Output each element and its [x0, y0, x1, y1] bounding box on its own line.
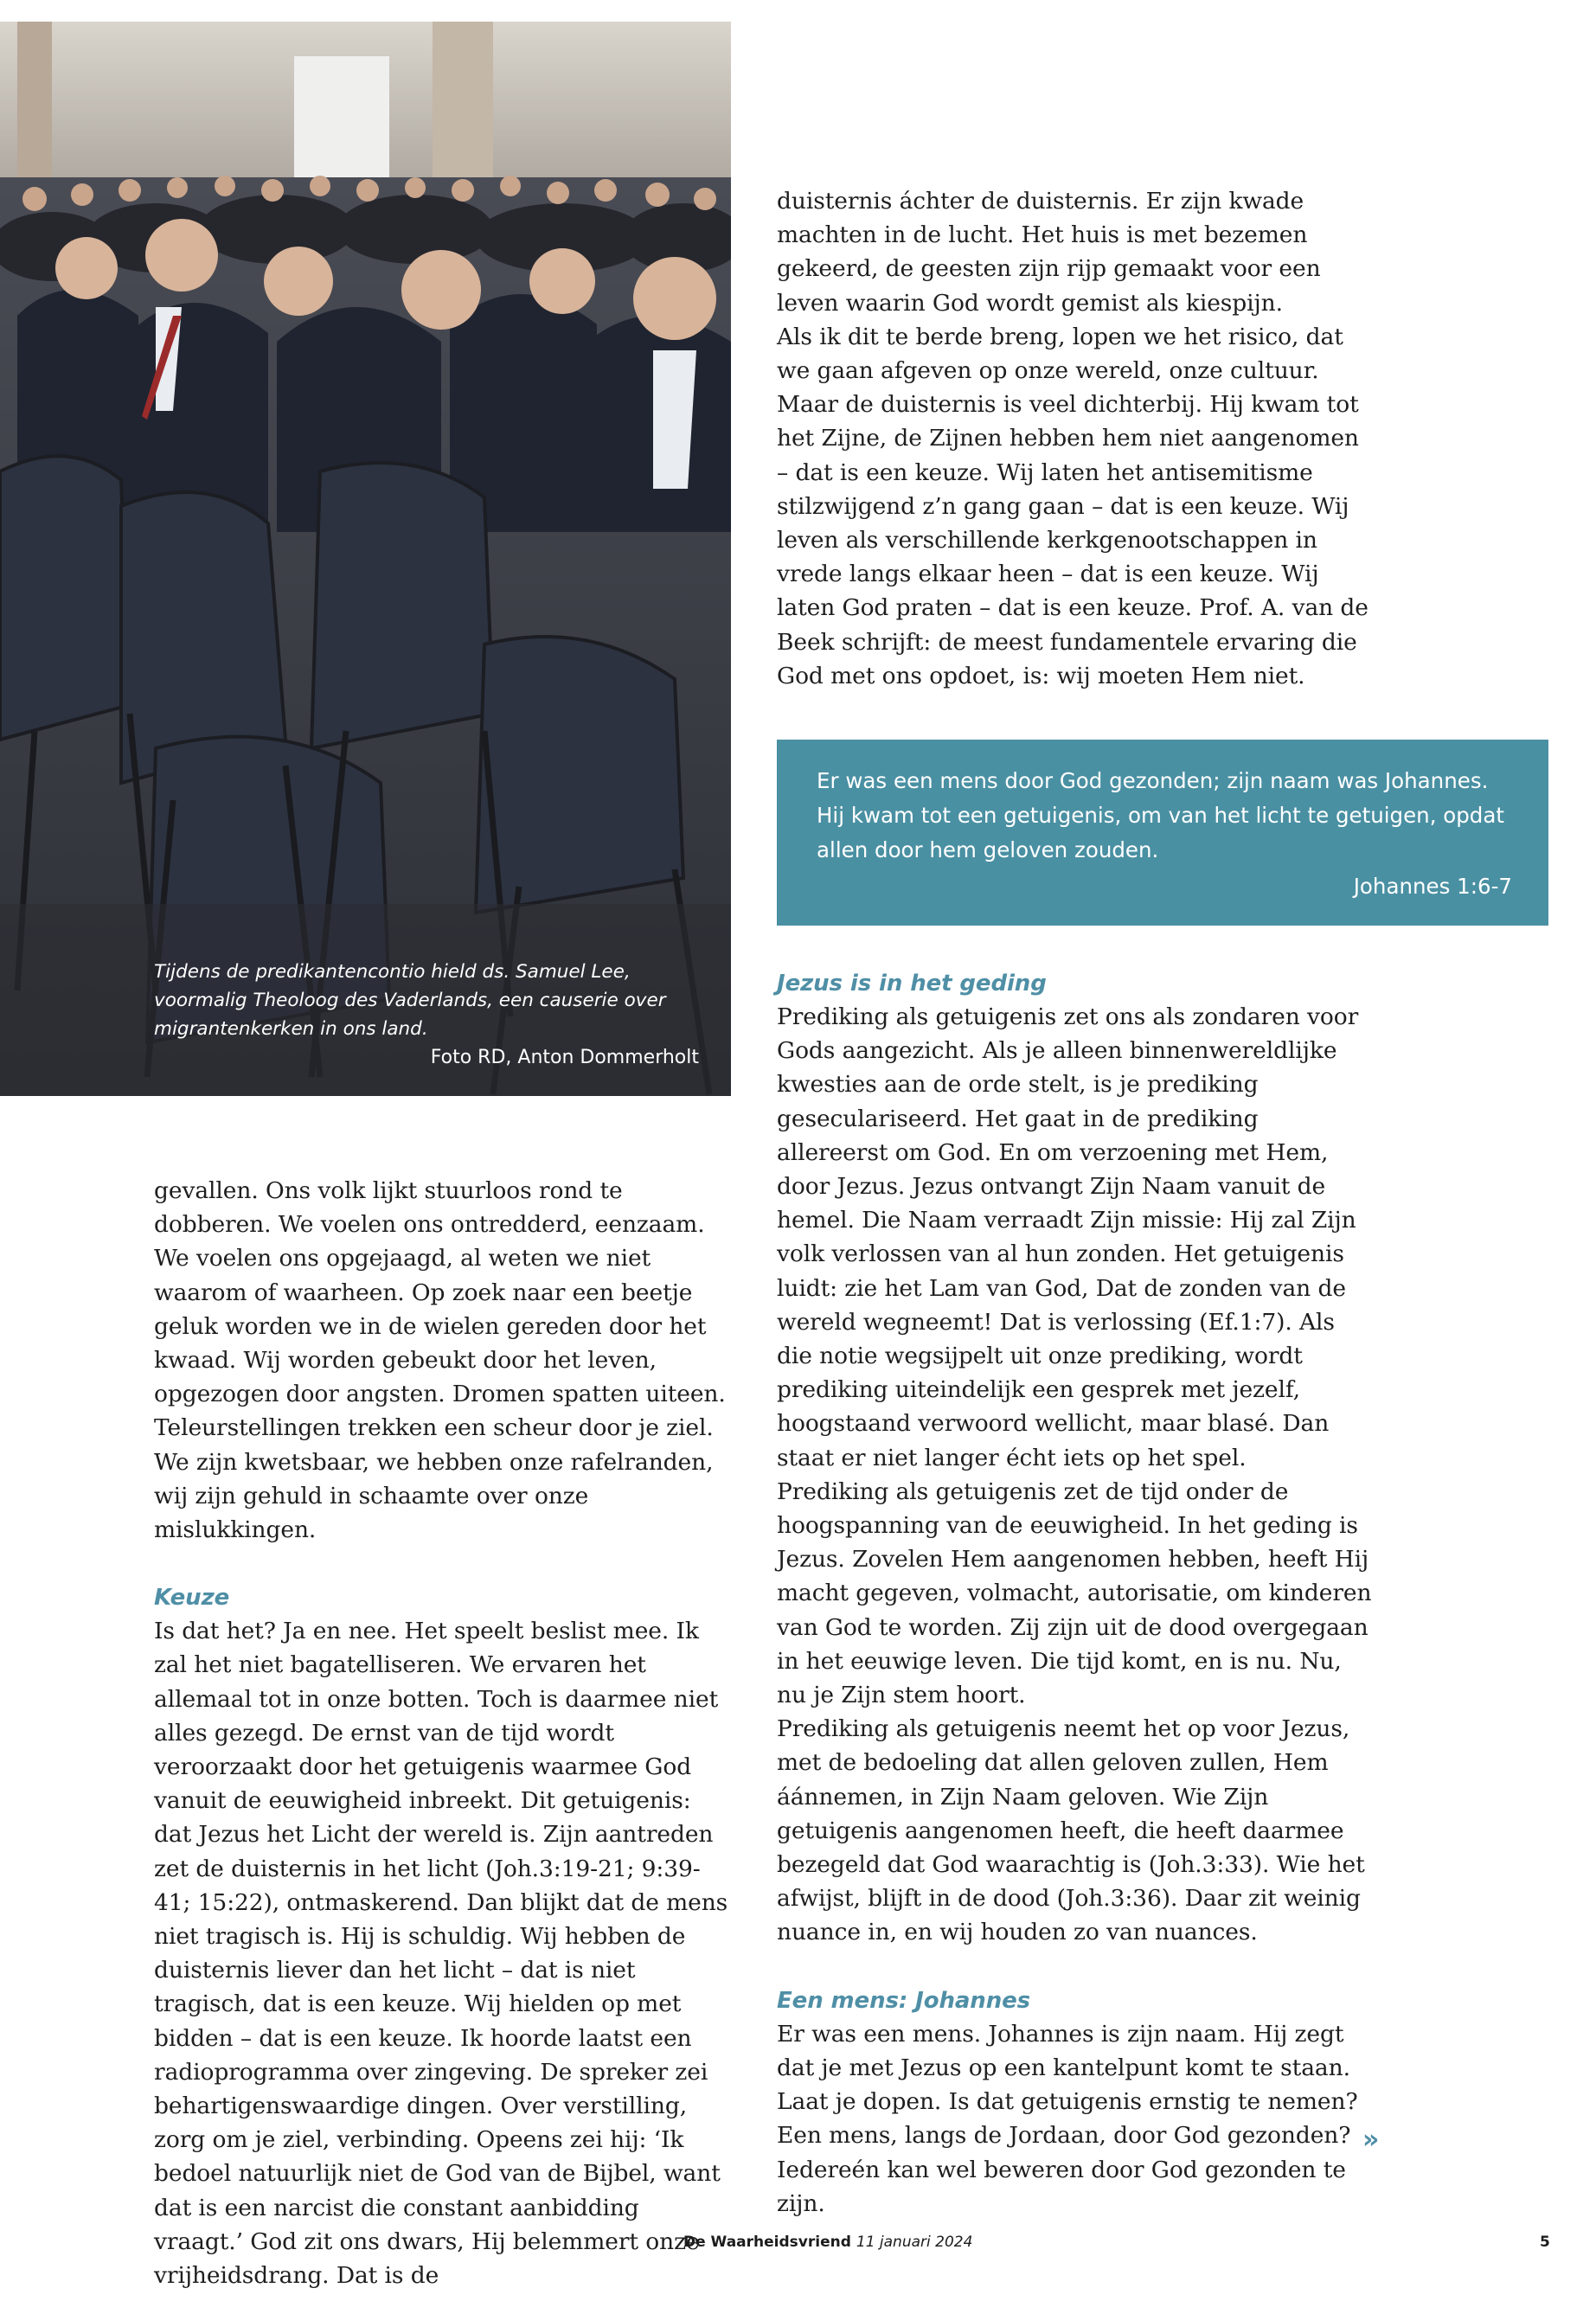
spacer: [777, 1950, 1374, 1984]
bible-quote-box: [777, 740, 1548, 926]
article-photo: [0, 22, 731, 1096]
paragraph: duisternis áchter de duisternis. Er zijn kwade machten in de lucht. Het huis is met bezemen gekeerd, de geesten zijn rijp gemaakt voor een leven waarin God wordt gemist als kiespijn.: [777, 188, 1321, 317]
photo-credit: Foto RD, Anton Dommerholt: [430, 1047, 699, 1068]
paragraph: Er was een mens. Johannes is zijn naam. Hij zegt dat je met Jezus op een kantelpunt komt te staan. Laat je dopen. Is dat getuigenis ernstig te nemen? Een mens, langs de Jordaan, door God gezonden? Iedereén kan wel beweren door God gezonden te zijn.: [777, 2020, 1358, 2217]
publication-name: [683, 2234, 972, 2251]
section-heading-keuze: Keuze: [154, 1585, 230, 1612]
paragraph: Prediking als getuigenis neemt het op voor Jezus, met de bedoeling dat allen geloven zullen, Hem áánnemen, in Zijn Naam geloven. Wie Zijn getuigenis aangenomen heeft, die heeft daarmee bezegeld dat God waarachtig is (Joh.3:33). Wie het afwijst, blijft in de dood (Joh.3:36). Daar zit weinig nuance in, en wij houden zo van nuances.: [777, 1715, 1365, 1946]
publication-title: De Waarheidsvriend: [683, 2234, 851, 2251]
right-column: [777, 967, 1374, 2221]
quote-reference: Johannes 1:6-7: [1353, 874, 1512, 899]
continue-marker: »: [1362, 2125, 1380, 2155]
issue-date: 11 januari 2024: [856, 2234, 973, 2251]
photo-caption: [154, 958, 699, 1072]
page-number: 5: [1540, 2234, 1550, 2251]
section-heading-johannes: Een mens: Johannes: [777, 1987, 1031, 2014]
left-column: [154, 1174, 734, 2292]
paragraph: gevallen. Ons volk lijkt stuurloos rond te dobberen. We voelen ons ontredderd, eenzaam. We voelen ons opgejaagd, al weten we niet waarom of waarheen. Op zoek naar een beetje geluk worden we in de wielen gereden door het kwaad. Wij worden gebeukt door het leven, opgezogen door angsten. Dromen spatten uiteen. Teleurstellingen trekken een scheur door je ziel. We zijn kwetsbaar, we hebben onze rafelranden, wij zijn gehuld in schaamte over onze mislukkingen.: [154, 1177, 726, 1544]
quote-text: Er was een mens door God gezonden; zijn naam was Johannes. Hij kwam tot een getuigenis, om van het licht te getuigen, opdat allen door hem geloven zouden.: [817, 768, 1504, 862]
audience-photo-illustration: [0, 22, 731, 1096]
right-column-top: [777, 184, 1374, 693]
paragraph: Is dat het? Ja en nee. Het speelt beslist mee. Ik zal het niet bagatelliseren. We ervaren het allemaal tot in onze botten. Toch is daarmee niet alles gezegd. De ernst van de tijd wordt veroorzaakt door het getuigenis waarmee God vanuit de eeuwigheid inbreekt. Dit getuigenis: dat Jezus het Licht der wereld is. Zijn aantreden zet de duisternis in het licht (Joh.3:19-21; 9:39-41; 15:22), ontmaskerend. Dan blijkt dat de mens niet tragisch is. Hij is schuldig. Wij hebben de duisternis liever dan het licht – dat is niet tragisch, dat is een keuze. Wij hielden op met bidden – dat is een keuze. Ik hoorde laatst een radioprogramma over zingeving. De spreker zei behartigenswaardige dingen. Over verstilling, zorg om je ziel, verbinding. Opeens zei hij: ‘Ik bedoel natuurlijk niet de God van de Bijbel, want dat is een narcist die constant aanbidding vraagt.’ God zit ons dwars, Hij belemmert onze vrijheidsdrang. Dat is de: [154, 1618, 728, 2290]
spacer: [154, 1547, 734, 1581]
caption-text: Tijdens de predikantencontio hield ds. Samuel Lee, voormalig Theoloog des Vaderlands, een causerie over migrantenkerken in ons land.: [154, 961, 666, 1040]
paragraph: Als ik dit te berde breng, lopen we het risico, dat we gaan afgeven op onze wereld, onze cultuur. Maar de duisternis is veel dichterbij. Hij kwam tot het Zijne, de Zijnen hebben hem niet aangenomen – dat is een keuze. Wij laten het antisemitisme stilzwijgend z’n gang gaan – dat is een keuze. Wij leven als verschillende kerkgenootschappen in vrede langs elkaar heen – dat is een keuze. Wij laten God praten – dat is een keuze. Prof. A. van de Beek schrijft: de meest fundamentele ervaring die God met ons opdoet, is: wij moeten Hem niet.: [777, 323, 1368, 689]
paragraph: Prediking als getuigenis zet de tijd onder de hoogspanning van de eeuwigheid. In het geding is Jezus. Zovelen Hem aangenomen hebben, heeft Hij macht gegeven, volmacht, autorisatie, om kinderen van God te worden. Zij zijn uit de dood overgegaan in het eeuwige leven. Die tijd komt, en is nu. Nu, nu je Zijn stem hoort.: [777, 1477, 1372, 1709]
section-heading-jezus: Jezus is in het geding: [777, 971, 1047, 997]
paragraph: Prediking als getuigenis zet ons als zondaren voor Gods aangezicht. Als je alleen binnenwereldlijke kwesties aan de orde stelt, is je prediking geseculariseerd. Het gaat in de prediking allereerst om God. En om verzoening met Hem, door Jezus. Jezus ontvangt Zijn Naam vanuit de hemel. Die Naam verraadt Zijn missie: Hij zal Zijn volk verlossen van al hun zonden. Het getuigenis luidt: zie het Lam van God, Dat de zonden van de wereld wegneemt! Dat is verlossing (Ef.1:7). Als die notie wegsijpelt uit onze prediking, wordt prediking uiteindelijk een gesprek met jezelf, hoogstaand verwoord wellicht, maar blasé. Dan staat er niet langer écht iets op het spel.: [777, 1003, 1359, 1471]
